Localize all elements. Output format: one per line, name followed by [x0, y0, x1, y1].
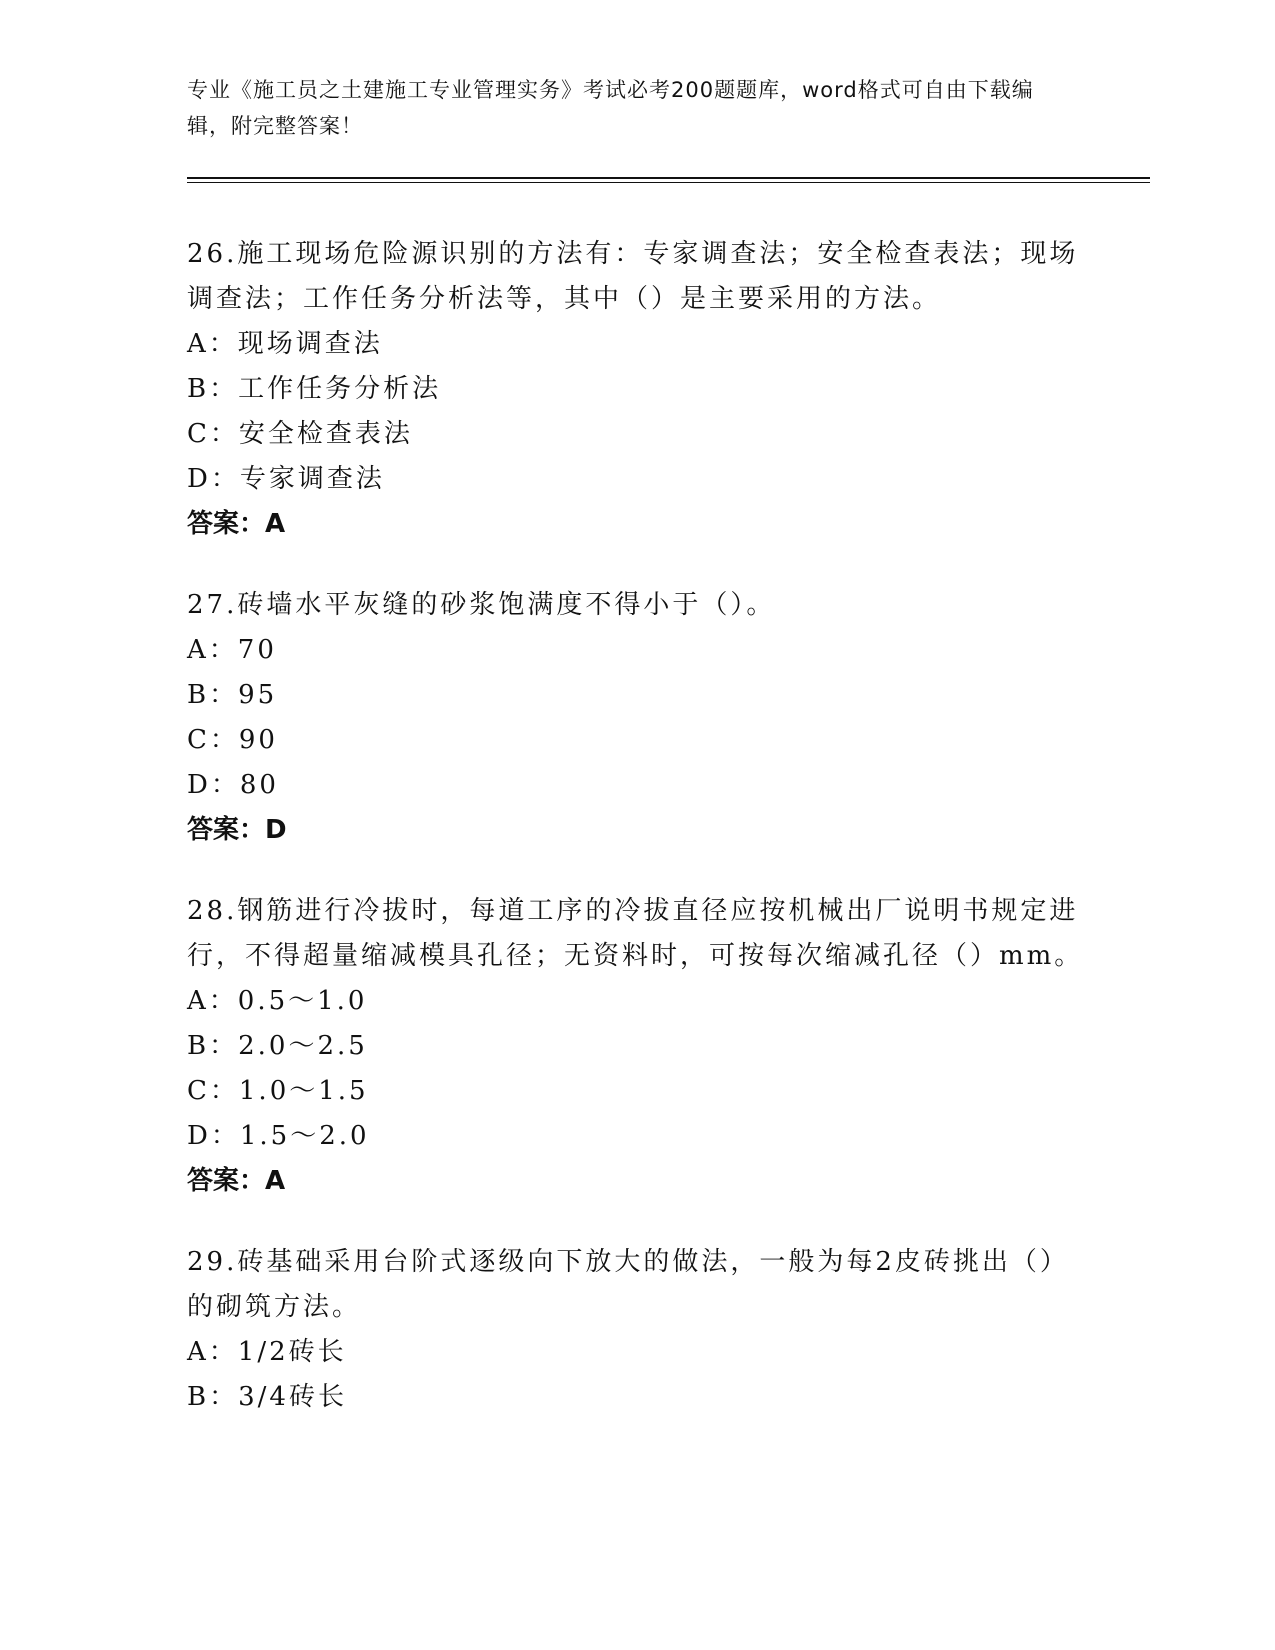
question-28 — [187, 889, 1087, 1204]
option-b: B：3/4砖长 — [187, 1382, 347, 1412]
question-29 — [187, 1240, 1087, 1420]
option-d: D：80 — [187, 770, 279, 800]
option-a: A：现场调查法 — [187, 329, 383, 359]
option-b: B：95 — [187, 680, 278, 710]
question-text: 26.施工现场危险源识别的方法有：专家调查法；安全检查表法；现场调查法；工作任务分析法等，其中（）是主要采用的方法。 — [187, 239, 1079, 314]
answer-line: 答案：D — [187, 815, 287, 845]
option-a: A：1/2砖长 — [187, 1337, 347, 1367]
document-header: 专业《施工员之土建施工专业管理实务》考试必考200题题库，word格式可自由下载编辑，附完整答案！ — [187, 78, 1034, 138]
question-text: 28.钢筋进行冷拔时，每道工序的冷拔直径应按机械出厂说明书规定进行，不得超量缩减模具孔径；无资料时，可按每次缩减孔径（）mm。 — [187, 896, 1084, 971]
answer-line: 答案：A — [187, 1166, 286, 1196]
question-text: 27.砖墙水平灰缝的砂浆饱满度不得小于（）。 — [187, 590, 776, 620]
header-divider-thick — [187, 177, 1150, 179]
option-c: C：1.0～1.5 — [187, 1076, 369, 1106]
option-d: D：专家调查法 — [187, 464, 385, 494]
question-26 — [187, 232, 1087, 547]
header-divider-thin — [187, 182, 1150, 183]
option-a: A：70 — [187, 635, 277, 665]
option-c: C：90 — [187, 725, 278, 755]
answer-line: 答案：A — [187, 509, 286, 539]
question-list — [187, 232, 1087, 1456]
option-c: C：安全检查表法 — [187, 419, 413, 449]
option-a: A：0.5～1.0 — [187, 986, 368, 1016]
option-b: B：工作任务分析法 — [187, 374, 442, 404]
question-text: 29.砖基础采用台阶式逐级向下放大的做法，一般为每2皮砖挑出（）的砌筑方法。 — [187, 1247, 1069, 1322]
question-27 — [187, 583, 1087, 853]
option-d: D：1.5～2.0 — [187, 1121, 370, 1151]
option-b: B：2.0～2.5 — [187, 1031, 368, 1061]
